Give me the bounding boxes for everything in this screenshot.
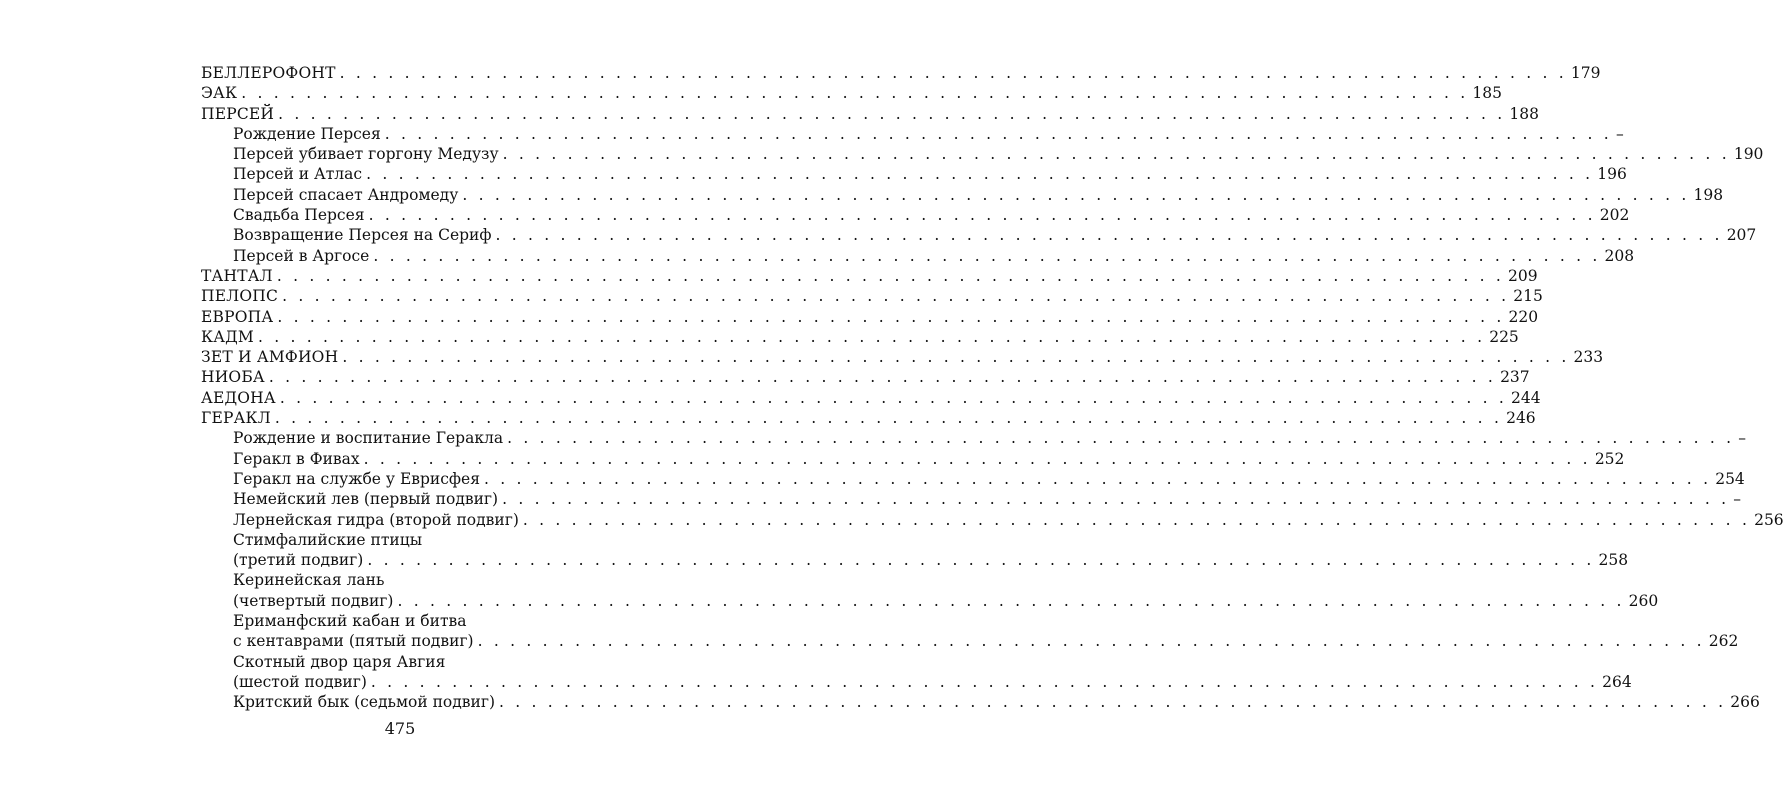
toc-entry-title: Персей убивает горгону Медузу [233, 145, 499, 164]
toc-leader-dots: . . . . . . . . . . . . . . . . . . . . . . . . . . . . . . . . . . . . . . . . . . . . . . . . . . . . . . . . . . . . . . . . . . . . . . . . . . . . [367, 551, 1595, 570]
toc-subentry [201, 672, 1632, 692]
toc-entry-page: 198 [1693, 185, 1724, 204]
toc-entry [201, 408, 1536, 428]
toc-leader-dots: . . . . . . . . . . . . . . . . . . . . . . . . . . . . . . . . . . . . . . . . . . . . . . . . . . . . . . . . . . . . . . . . . . . . . . . . . . . . [502, 490, 1730, 509]
toc-entry-title: Геракл в Фивах [233, 449, 360, 468]
toc-entry-title: АЕДОНА [201, 388, 276, 407]
toc-entry-prefix: Керинейская лань [233, 571, 385, 590]
toc-leader-dots: . . . . . . . . . . . . . . . . . . . . . . . . . . . . . . . . . . . . . . . . . . . . . . . . . . . . . . . . . . . . . . . . . . . . . . . . . . . . [366, 165, 1594, 184]
toc-entry-title: Возвращение Персея на Сериф [233, 226, 492, 245]
toc-subentry [201, 164, 1627, 184]
toc-subentry [201, 205, 1630, 225]
toc-leader-dots: . . . . . . . . . . . . . . . . . . . . . . . . . . . . . . . . . . . . . . . . . . . . . . . . . . . . . . . . . . . . . . . . . . . . . . . . . . . . [495, 226, 1723, 245]
toc-leader-dots: . . . . . . . . . . . . . . . . . . . . . . . . . . . . . . . . . . . . . . . . . . . . . . . . . . . . . . . . . . . . . . . . . . . . . . . . . . . . [339, 64, 1567, 82]
toc-entry-page: 244 [1511, 388, 1541, 407]
toc-entry [201, 388, 1541, 408]
toc-leader-dots: . . . . . . . . . . . . . . . . . . . . . . . . . . . . . . . . . . . . . . . . . . . . . . . . . . . . . . . . . . . . . . . . . . . . . . . . . . . . [507, 429, 1735, 448]
toc-entry-page: 225 [1489, 327, 1519, 346]
toc-leader-dots: . . . . . . . . . . . . . . . . . . . . . . . . . . . . . . . . . . . . . . . . . . . . . . . . . . . . . . . . . . . . . . . . . . . . . . . . . . . . [484, 469, 1712, 488]
toc-leader-dots: . . . . . . . . . . . . . . . . . . . . . . . . . . . . . . . . . . . . . . . . . . . . . . . . . . . . . . . . . . . . . . . . . . . . . . . . . . . . [477, 632, 1705, 651]
toc-subentry [201, 225, 1757, 245]
toc-entry-title: Свадьба Персея [233, 206, 365, 225]
toc-entry-page: – [1615, 124, 1624, 143]
toc-leader-dots: . . . . . . . . . . . . . . . . . . . . . . . . . . . . . . . . . . . . . . . . . . . . . . . . . . . . . . . . . . . . . . . . . . . . . . . . . . . . [276, 266, 1504, 285]
toc-leader-dots: . . . . . . . . . . . . . . . . . . . . . . . . . . . . . . . . . . . . . . . . . . . . . . . . . . . . . . . . . . . . . . . . . . . . . . . . . . . . [522, 510, 1751, 529]
toc-entry-page: 190 [1733, 145, 1764, 164]
toc-entry-title: с кентаврами (пятый подвиг) [233, 632, 474, 651]
toc-entry-prefix: Стимфалийские птицы [233, 530, 423, 549]
toc-entry-page: 237 [1500, 368, 1530, 387]
toc-leader-dots: . . . . . . . . . . . . . . . . . . . . . . . . . . . . . . . . . . . . . . . . . . . . . . . . . . . . . . . . . . . . . . . . . . . . . . . . . . . . [373, 246, 1601, 265]
toc-leader-dots: . . . . . . . . . . . . . . . . . . . . . . . . . . . . . . . . . . . . . . . . . . . . . . . . . . . . . . . . . . . . . . . . . . . . . . . . . . . . [502, 145, 1730, 164]
toc-subentry [201, 550, 1629, 570]
toc-leader-dots: . . . . . . . . . . . . . . . . . . . . . . . . . . . . . . . . . . . . . . . . . . . . . . . . . . . . . . . . . . . . . . . . . . . . . . . . . . . . [462, 185, 1690, 204]
toc-entry-page: 188 [1509, 104, 1539, 123]
toc-entry [201, 367, 1530, 387]
toc-entry-title: ГЕРАКЛ [201, 409, 271, 428]
toc-entry-title: ЕВРОПА [201, 307, 274, 326]
toc-entry-page: – [1738, 429, 1747, 448]
toc-entry-title: (четвертый подвиг) [233, 591, 394, 610]
toc-entry-title: НИОБА [201, 368, 265, 387]
toc-leader-dots: . . . . . . . . . . . . . . . . . . . . . . . . . . . . . . . . . . . . . . . . . . . . . . . . . . . . . . . . . . . . . . . . . . . . . . . . . . . . [241, 84, 1469, 103]
toc-entry-page: 208 [1604, 246, 1635, 265]
toc-entry-page: 215 [1513, 287, 1543, 306]
toc-leader-dots: . . . . . . . . . . . . . . . . . . . . . . . . . . . . . . . . . . . . . . . . . . . . . . . . . . . . . . . . . . . . . . . . . . . . . . . . . . . . [370, 672, 1599, 691]
toc-leader-dots: . . . . . . . . . . . . . . . . . . . . . . . . . . . . . . . . . . . . . . . . . . . . . . . . . . . . . . . . . . . . . . . . . . . . . . . . . . . . [363, 449, 1591, 468]
toc-subentry [201, 185, 1724, 205]
toc-entry-title: Немейский лев (первый подвиг) [233, 490, 499, 509]
toc-subentry [201, 631, 1739, 651]
toc-leader-dots: . . . . . . . . . . . . . . . . . . . . . . . . . . . . . . . . . . . . . . . . . . . . . . . . . . . . . . . . . . . . . . . . . . . . . . . . . . . . [384, 124, 1612, 143]
toc-entry-title: Персей в Аргосе [233, 246, 370, 265]
toc-entry [201, 266, 1538, 286]
toc-entry-title: КАДМ [201, 327, 255, 346]
toc-entry-title: Геракл на службе у Еврисфея [233, 469, 481, 488]
toc-leader-dots: . . . . . . . . . . . . . . . . . . . . . . . . . . . . . . . . . . . . . . . . . . . . . . . . . . . . . . . . . . . . . . . . . . . . . . . . . . . . [279, 388, 1508, 407]
toc-entry [201, 347, 1604, 367]
toc-entry-title: ТАНТАЛ [201, 266, 273, 285]
toc-entry-title: ПЕРСЕЙ [201, 104, 275, 123]
toc-entry-title: Персей спасает Андромеду [233, 185, 459, 204]
toc-leader-dots: . . . . . . . . . . . . . . . . . . . . . . . . . . . . . . . . . . . . . . . . . . . . . . . . . . . . . . . . . . . . . . . . . . . . . . . . . . . . [278, 104, 1506, 123]
toc-entry-page: 254 [1715, 469, 1745, 488]
toc-entry-page: 256 [1754, 510, 1784, 529]
toc-entry-title: ЭАК [201, 84, 238, 103]
toc-entry-page: 258 [1598, 551, 1629, 570]
toc-subentry [201, 510, 1784, 530]
toc-entry-title: Рождение Персея [233, 124, 381, 143]
toc-entry [201, 286, 1543, 306]
toc-entry-page: 252 [1594, 449, 1625, 468]
toc-entry-prefix: Ериманфский кабан и битва [233, 612, 467, 631]
toc-entry-page: 264 [1602, 672, 1632, 691]
toc-subentry [201, 124, 1624, 144]
toc-entry-page: 209 [1508, 266, 1538, 285]
toc-subentry [201, 591, 1659, 611]
page-number: 475 [384, 719, 416, 738]
toc-leader-dots: . . . . . . . . . . . . . . . . . . . . . . . . . . . . . . . . . . . . . . . . . . . . . . . . . . . . . . . . . . . . . . . . . . . . . . . . . . . . [342, 348, 1570, 367]
toc-entry-page: 185 [1472, 84, 1502, 103]
toc-entry [201, 307, 1539, 327]
toc-subentry [201, 246, 1635, 266]
toc-entry-title: БЕЛЛЕРОФОНТ [201, 64, 336, 82]
toc-leader-dots: . . . . . . . . . . . . . . . . . . . . . . . . . . . . . . . . . . . . . . . . . . . . . . . . . . . . . . . . . . . . . . . . . . . . . . . . . . . . [282, 287, 1510, 306]
toc-subentry [201, 469, 1745, 489]
toc-leader-dots: . . . . . . . . . . . . . . . . . . . . . . . . . . . . . . . . . . . . . . . . . . . . . . . . . . . . . . . . . . . . . . . . . . . . . . . . . . . . [499, 693, 1727, 712]
toc-entry [201, 63, 1601, 83]
toc-entry-page: 246 [1506, 409, 1536, 428]
toc-entry [201, 83, 1502, 103]
toc-entry-title: Персей и Атлас [233, 165, 363, 184]
toc-entry-page: 207 [1726, 226, 1757, 245]
toc-leader-dots: . . . . . . . . . . . . . . . . . . . . . . . . . . . . . . . . . . . . . . . . . . . . . . . . . . . . . . . . . . . . . . . . . . . . . . . . . . . . [274, 409, 1503, 428]
toc-entry-title: (третий подвиг) [233, 551, 364, 570]
toc-subentry [201, 428, 1747, 448]
toc-entry-page: 266 [1730, 693, 1760, 712]
toc-entry-page: 233 [1573, 348, 1604, 367]
toc-entry-prefix: Скотный двор царя Авгия [233, 652, 446, 671]
toc-entry-title: Рождение и воспитание Геракла [233, 429, 504, 448]
toc-entry-title: Критский бык (седьмой подвиг) [233, 693, 496, 712]
toc-subentry [201, 692, 1760, 712]
toc-subentry [201, 489, 1742, 509]
toc-entry-page: 220 [1508, 307, 1539, 326]
toc-leader-dots: . . . . . . . . . . . . . . . . . . . . . . . . . . . . . . . . . . . . . . . . . . . . . . . . . . . . . . . . . . . . . . . . . . . . . . . . . . . . [368, 206, 1596, 225]
toc-leader-dots: . . . . . . . . . . . . . . . . . . . . . . . . . . . . . . . . . . . . . . . . . . . . . . . . . . . . . . . . . . . . . . . . . . . . . . . . . . . . [397, 591, 1625, 610]
toc-entry [201, 104, 1539, 124]
toc-entry-page: 196 [1597, 165, 1627, 184]
toc-subentry [201, 144, 1764, 164]
toc-leader-dots: . . . . . . . . . . . . . . . . . . . . . . . . . . . . . . . . . . . . . . . . . . . . . . . . . . . . . . . . . . . . . . . . . . . . . . . . . . . . [268, 368, 1497, 387]
toc-entry-title: (шестой подвиг) [233, 672, 367, 691]
toc-entry-page: 262 [1708, 632, 1739, 651]
toc-entry-page: 260 [1628, 591, 1659, 610]
toc-entry-title: ПЕЛОПС [201, 287, 279, 306]
toc-entry-page: 179 [1570, 64, 1601, 82]
toc-entry-page: 202 [1599, 206, 1630, 225]
toc-leader-dots: . . . . . . . . . . . . . . . . . . . . . . . . . . . . . . . . . . . . . . . . . . . . . . . . . . . . . . . . . . . . . . . . . . . . . . . . . . . . [258, 327, 1486, 346]
toc-leader-dots: . . . . . . . . . . . . . . . . . . . . . . . . . . . . . . . . . . . . . . . . . . . . . . . . . . . . . . . . . . . . . . . . . . . . . . . . . . . . [277, 307, 1505, 326]
toc-subentry [201, 449, 1625, 469]
toc-entry-page: – [1733, 490, 1742, 509]
toc-entry [201, 327, 1519, 347]
toc-entry-title: ЗЕТ И АМФИОН [201, 348, 339, 367]
toc-entry-title: Лернейская гидра (второй подвиг) [233, 510, 519, 529]
table-of-contents [201, 63, 1784, 713]
